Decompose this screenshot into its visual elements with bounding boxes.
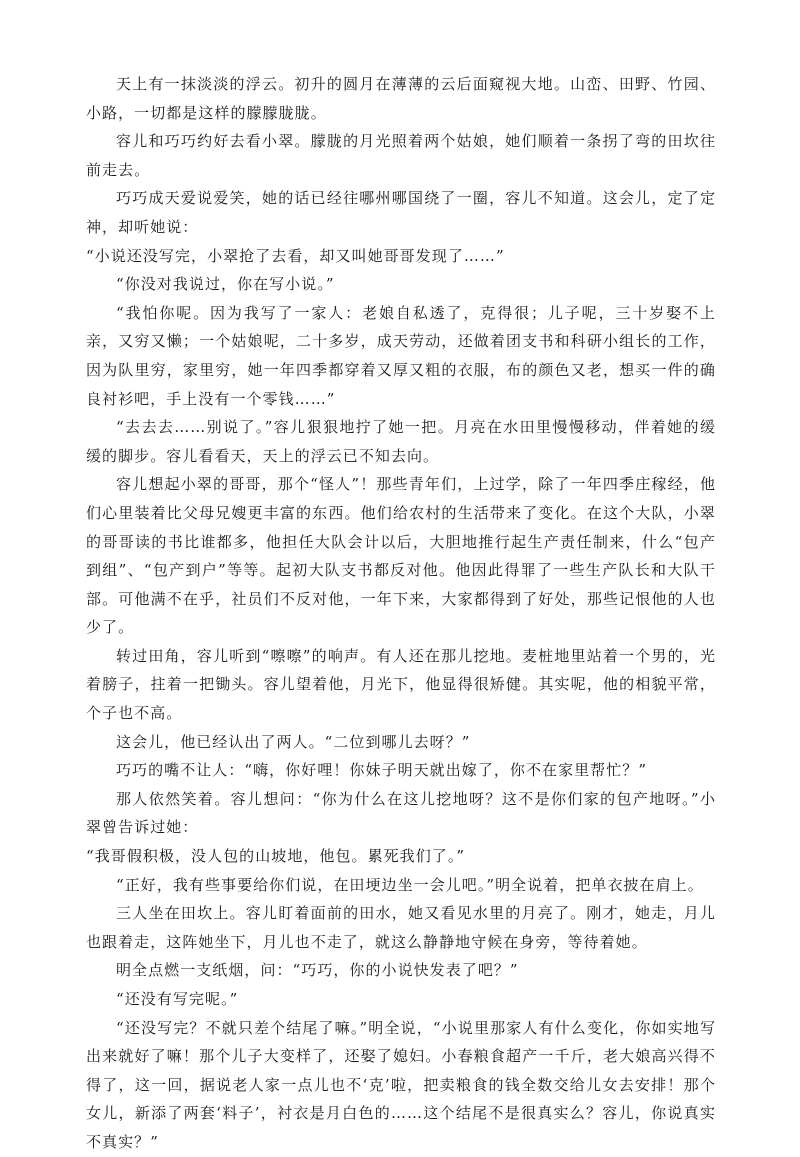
paragraph-12: 那人依然笑着。容儿想问：“你为什么在这儿挖地呀？这不是你们家的包产地呀。”小翠曾告诉过她： [86, 789, 716, 837]
paragraph-1: 天上有一抹淡淡的浮云。初升的圆月在薄薄的云后面窥视大地。山峦、田野、竹园、小路，一切都是这样的朦朦胧胧。 [86, 75, 716, 122]
paragraph-7: “去去去……别说了。”容儿狠狠地拧了她一把。月亮在水田里慢慢移动，伴着她的缓缓的脚步。容儿看看天，天上的浮云已不知去向。 [86, 418, 716, 465]
paragraph-4: “小说还没写完，小翠抢了去看，却又叫她哥哥发现了……” [86, 246, 505, 265]
paragraph-17: “还没有写完呢。” [116, 990, 239, 1008]
paragraph-5: “你没对我说过，你在写小说。” [116, 275, 335, 294]
paragraph-9: 转过田角，容儿听到“嚓嚓”的响声。有人还在那儿挖地。麦桩地里站着一个男的，光着膀子，拄着一把锄头。容儿望着他，月光下，他显得很矫健。其实呢，他的相貌平常，个子也不高。 [86, 646, 716, 723]
paragraph-11: 巧巧的嘴不让人：“嗨，你好哩！你妹子明天就出嫁了，你不在家里帮忙？” [116, 761, 648, 780]
document-page [86, 70, 716, 1157]
paragraph-10: 这会儿，他已经认出了两人。“二位到哪儿去呀？” [116, 732, 471, 751]
paragraph-3: 巧巧成天爱说爱笑，她的话已经往哪州哪国绕了一圈，容儿不知道。这会儿，定了定神，却听她说： [86, 189, 716, 236]
paragraph-16: 明全点燃一支纸烟，问：“巧巧，你的小说快发表了吧？” [116, 961, 519, 980]
paragraph-18: “还没写完？不就只差个结尾了嘛。”明全说，“小说里那家人有什么变化，你如实地写出来就好了嘛！那个儿子大变样了，还娶了媳妇。小春粮食超产一千斤，老大娘高兴得不得了，这一回，据说老人家一点儿也不‘克’啦，把卖粮食的钱全数交给儿女去安排！那个女儿，新添了两套‘料子’，衬衣是月白色的……这个结尾不是很真实么？容儿，你说真实不真实？” [86, 1018, 716, 1151]
paragraph-14: “正好，我有些事要给你们说，在田埂边坐一会儿吧。”明全说着，把单衣披在肩上。 [116, 875, 704, 894]
paragraph-15: 三人坐在田坎上。容儿盯着面前的田水，她又看见水里的月亮了。刚才，她走，月儿也跟着走，这阵她坐下，月儿也不走了，就这么静静地守候在身旁，等待着她。 [86, 904, 716, 951]
paragraph-6: “我怕你呢。因为我写了一家人：老娘自私透了，克得很；儿子呢，三十岁娶不上亲，又穷又懒；一个姑娘呢，二十多岁，成天劳动，还做着团支书和科研小组长的工作，因为队里穷，家里穷，她一年四季都穿着又厚又粗的衣服，布的颜色又老，想买一件的确良衬衫吧，手上没有一个零钱……” [86, 303, 716, 408]
paragraph-13: “我哥假积极，没人包的山坡地，他包。累死我们了。” [86, 847, 466, 866]
paragraph-2: 容儿和巧巧约好去看小翠。朦胧的月光照着两个姑娘，她们顺着一条拐了弯的田坎往前走去。 [86, 132, 716, 179]
paragraph-8: 容儿想起小翠的哥哥，那个“怪人”！那些青年们，上过学，除了一年四季庄稼经，他们心里装着比父母兄嫂更丰富的东西。他们给农村的生活带来了变化。在这个大队，小翠的哥哥读的书比谁都多，他担任大队会计以后，大胆地推行起生产责任制来，什么“包产到组”、“包产到户”等等。起初大队支书都反对他。他因此得罪了一些生产队长和大队干部。可他满不在乎，社员们不反对他，一年下来，大家都得到了好处，那些记恨他的人也少了。 [86, 475, 716, 637]
